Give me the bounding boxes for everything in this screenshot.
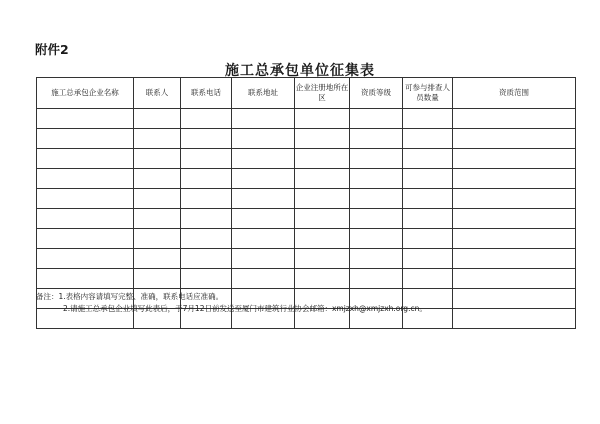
table-cell[interactable] [453, 109, 576, 129]
table-cell[interactable] [403, 109, 453, 129]
table-cell[interactable] [295, 109, 350, 129]
table-cell[interactable] [134, 129, 181, 149]
header-row [37, 78, 576, 109]
table-cell[interactable] [350, 209, 403, 229]
table-cell[interactable] [232, 109, 295, 129]
col-contact-person: 联系人 [134, 78, 181, 109]
table-cell[interactable] [232, 249, 295, 269]
table-cell[interactable] [181, 209, 232, 229]
table-cell[interactable] [453, 229, 576, 249]
table-cell[interactable] [350, 249, 403, 269]
col-registered-district: 企业注册地所在区 [295, 78, 350, 109]
table-cell[interactable] [37, 189, 134, 209]
table-cell[interactable] [181, 229, 232, 249]
table-cell[interactable] [37, 169, 134, 189]
table-cell[interactable] [134, 249, 181, 269]
table-row [37, 249, 576, 269]
table-cell[interactable] [295, 269, 350, 289]
table-cell[interactable] [453, 149, 576, 169]
table-cell[interactable] [453, 209, 576, 229]
table-row [37, 169, 576, 189]
table-cell[interactable] [232, 209, 295, 229]
table-cell[interactable] [295, 129, 350, 149]
table-cell[interactable] [37, 269, 134, 289]
table-cell[interactable] [350, 269, 403, 289]
table-cell[interactable] [232, 189, 295, 209]
table-cell[interactable] [134, 109, 181, 129]
col-contact-address: 联系地址 [232, 78, 295, 109]
col-qualification-scope: 资质范围 [453, 78, 576, 109]
table-cell[interactable] [295, 149, 350, 169]
table-cell[interactable] [350, 129, 403, 149]
table-cell[interactable] [181, 269, 232, 289]
table-cell[interactable] [453, 129, 576, 149]
table-cell[interactable] [453, 169, 576, 189]
table-cell[interactable] [403, 209, 453, 229]
table-cell[interactable] [37, 149, 134, 169]
table-row [37, 149, 576, 169]
table-cell[interactable] [181, 249, 232, 269]
table-cell[interactable] [181, 189, 232, 209]
note-2: 2.请施工总承包企业填写此表后，于7月12日前发送至厦门市建筑行业协会邮箱：xmjzxh@xmjzxh.org.cn。 [63, 304, 427, 313]
table-cell[interactable] [37, 109, 134, 129]
table-cell[interactable] [403, 229, 453, 249]
table-cell[interactable] [453, 289, 576, 309]
table-cell[interactable] [350, 169, 403, 189]
table-cell[interactable] [403, 189, 453, 209]
col-qualification-grade: 资质等级 [350, 78, 403, 109]
table-cell[interactable] [232, 149, 295, 169]
table-cell[interactable] [350, 109, 403, 129]
table-cell[interactable] [403, 269, 453, 289]
table-row [37, 269, 576, 289]
table-row [37, 189, 576, 209]
table-cell[interactable] [232, 169, 295, 189]
table-cell[interactable] [232, 229, 295, 249]
table-cell[interactable] [295, 189, 350, 209]
table-row [37, 109, 576, 129]
table-cell[interactable] [295, 209, 350, 229]
col-contact-phone: 联系电话 [181, 78, 232, 109]
table-cell[interactable] [295, 229, 350, 249]
table-cell[interactable] [181, 129, 232, 149]
table-cell[interactable] [453, 189, 576, 209]
table-cell[interactable] [134, 209, 181, 229]
table-cell[interactable] [403, 129, 453, 149]
table-cell[interactable] [403, 149, 453, 169]
table-cell[interactable] [37, 249, 134, 269]
table-cell[interactable] [37, 129, 134, 149]
table-cell[interactable] [232, 129, 295, 149]
table-cell[interactable] [134, 229, 181, 249]
table-row [37, 229, 576, 249]
col-company-name: 施工总承包企业名称 [37, 78, 134, 109]
table-cell[interactable] [134, 269, 181, 289]
table-cell[interactable] [37, 229, 134, 249]
col-staff-count: 可参与排查人员数量 [403, 78, 453, 109]
table-row [37, 129, 576, 149]
table-cell[interactable] [350, 149, 403, 169]
note-1: 备注：1.表格内容请填写完整、准确，联系电话应准确。 [36, 292, 224, 301]
table-row [37, 209, 576, 229]
table-cell[interactable] [232, 269, 295, 289]
table-cell[interactable] [295, 249, 350, 269]
table-cell[interactable] [350, 229, 403, 249]
table-cell[interactable] [403, 169, 453, 189]
table-cell[interactable] [350, 189, 403, 209]
table-cell[interactable] [37, 209, 134, 229]
attachment-label: 附件2 [35, 42, 69, 57]
table-cell[interactable] [134, 189, 181, 209]
table-cell[interactable] [453, 309, 576, 329]
table-cell[interactable] [453, 269, 576, 289]
table-cell[interactable] [181, 109, 232, 129]
table-cell[interactable] [181, 169, 232, 189]
table-cell[interactable] [295, 169, 350, 189]
table-cell[interactable] [134, 169, 181, 189]
table-cell[interactable] [403, 249, 453, 269]
table-cell[interactable] [134, 149, 181, 169]
table-cell[interactable] [181, 149, 232, 169]
form-title: 施工总承包单位征集表 [225, 63, 375, 79]
table-cell[interactable] [453, 249, 576, 269]
